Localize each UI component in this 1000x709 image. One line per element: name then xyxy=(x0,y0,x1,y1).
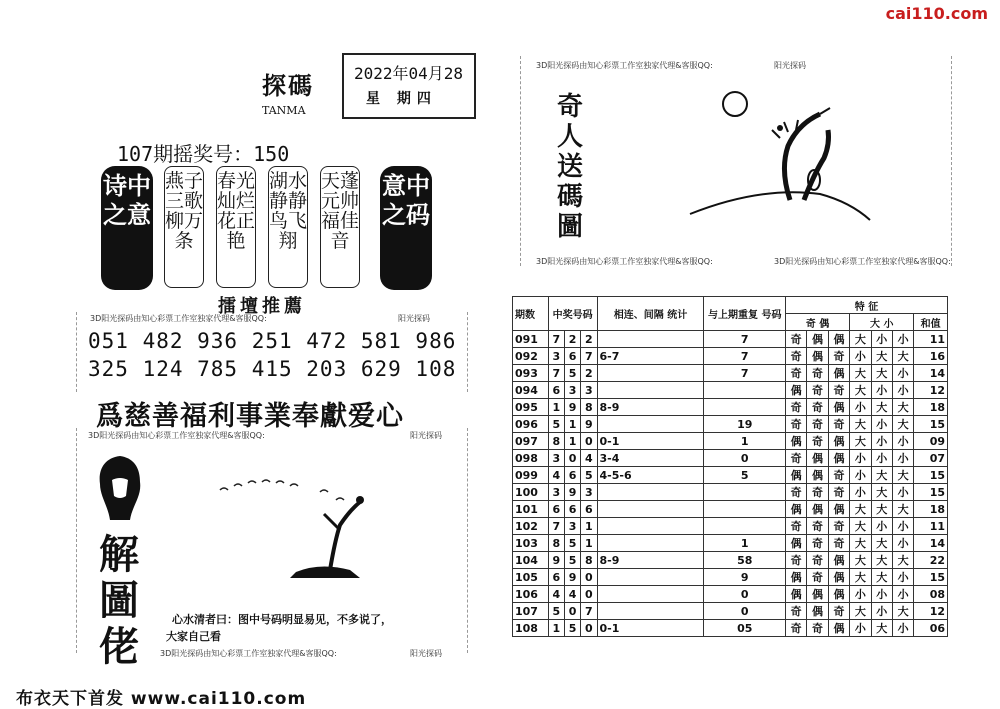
bigsmall-cell: 大 xyxy=(871,484,892,501)
oddeven-cell: 偶 xyxy=(785,535,806,552)
site-logo: cai110.com xyxy=(885,4,988,23)
margin-text-bottom: 3D阳光探码由知心彩票工作室独家代理&客服QQ: xyxy=(160,649,337,658)
stats-cell: 0-1 xyxy=(597,433,704,450)
bigsmall-cell: 大 xyxy=(892,467,913,484)
period-cell: 095 xyxy=(513,399,549,416)
bigsmall-cell: 大 xyxy=(850,382,871,399)
oddeven-cell: 奇 xyxy=(807,365,828,382)
digit-cell: 9 xyxy=(581,416,597,433)
oddeven-cell: 偶 xyxy=(785,501,806,518)
digit-cell: 8 xyxy=(581,399,597,416)
digit-cell: 6 xyxy=(548,569,564,586)
col-feature-header: 特 征 xyxy=(785,297,947,314)
margin-text-mid-right: 阳光探码 xyxy=(410,431,442,440)
repeat-cell xyxy=(704,399,785,416)
table-row xyxy=(513,399,948,416)
bigsmall-cell: 小 xyxy=(892,382,913,399)
bigsmall-cell: 小 xyxy=(871,450,892,467)
margin-text-bottom-right: 阳光探码 xyxy=(410,649,442,658)
qiren-margin-bottom-right: 3D阳光探码由知心彩票工作室独家代理&客服QQ: xyxy=(774,257,951,266)
stats-cell: 3-4 xyxy=(597,450,704,467)
digit-cell: 6 xyxy=(581,501,597,518)
table-row xyxy=(513,450,948,467)
digit-cell: 2 xyxy=(564,331,580,348)
bigsmall-cell: 小 xyxy=(871,603,892,620)
table-row xyxy=(513,603,948,620)
period-cell: 097 xyxy=(513,433,549,450)
oddeven-cell: 偶 xyxy=(828,552,849,569)
digit-cell: 7 xyxy=(548,365,564,382)
bigsmall-cell: 大 xyxy=(850,569,871,586)
poem-column-1: 燕子三歌柳万条 xyxy=(164,166,204,288)
digit-cell: 5 xyxy=(564,535,580,552)
period-cell: 104 xyxy=(513,552,549,569)
oddeven-cell: 偶 xyxy=(828,620,849,637)
oddeven-cell: 奇 xyxy=(828,467,849,484)
sum-cell: 09 xyxy=(914,433,948,450)
stats-cell: 0-1 xyxy=(597,620,704,637)
sage-portrait-image xyxy=(90,450,150,530)
period-cell: 107 xyxy=(513,603,549,620)
oddeven-cell: 偶 xyxy=(828,501,849,518)
oddeven-cell: 奇 xyxy=(807,569,828,586)
bigsmall-cell: 小 xyxy=(892,535,913,552)
stats-cell: 8-9 xyxy=(597,399,704,416)
bigsmall-cell: 小 xyxy=(871,433,892,450)
period-cell: 099 xyxy=(513,467,549,484)
left-title-box: 诗中之意 xyxy=(101,166,153,290)
digit-cell: 0 xyxy=(564,450,580,467)
table-row xyxy=(513,535,948,552)
oddeven-cell: 偶 xyxy=(828,450,849,467)
digit-cell: 6 xyxy=(564,501,580,518)
bigsmall-cell: 大 xyxy=(871,467,892,484)
digit-cell: 3 xyxy=(548,450,564,467)
bigsmall-cell: 小 xyxy=(892,484,913,501)
numbers-row-2: 325 124 785 415 203 629 108 xyxy=(88,357,457,381)
period-cell: 102 xyxy=(513,518,549,535)
digit-cell: 2 xyxy=(581,331,597,348)
col-oddeven-header: 奇 偶 xyxy=(785,314,849,331)
bigsmall-cell: 小 xyxy=(871,382,892,399)
oddeven-cell: 奇 xyxy=(807,535,828,552)
oddeven-cell: 奇 xyxy=(785,450,806,467)
stats-cell: 4-5-6 xyxy=(597,467,704,484)
table-row xyxy=(513,518,948,535)
sum-cell: 11 xyxy=(914,518,948,535)
period-cell: 101 xyxy=(513,501,549,518)
sum-cell: 12 xyxy=(914,382,948,399)
sum-cell: 12 xyxy=(914,603,948,620)
qiren-drawing-image xyxy=(680,90,880,230)
table-row xyxy=(513,620,948,637)
bigsmall-cell: 大 xyxy=(871,535,892,552)
digit-cell: 4 xyxy=(564,586,580,603)
digit-cell: 0 xyxy=(581,620,597,637)
period-cell: 096 xyxy=(513,416,549,433)
oddeven-cell: 奇 xyxy=(785,331,806,348)
table-row xyxy=(513,331,948,348)
bigsmall-cell: 小 xyxy=(850,586,871,603)
digit-cell: 9 xyxy=(564,399,580,416)
oddeven-cell: 奇 xyxy=(785,620,806,637)
digit-cell: 1 xyxy=(564,433,580,450)
oddeven-cell: 奇 xyxy=(807,399,828,416)
period-cell: 106 xyxy=(513,586,549,603)
stats-cell xyxy=(597,535,704,552)
oddeven-cell: 偶 xyxy=(828,433,849,450)
qiren-margin-top: 3D阳光探码由知心彩票工作室独家代理&客服QQ: xyxy=(536,61,713,70)
repeat-cell xyxy=(704,484,785,501)
period-cell: 100 xyxy=(513,484,549,501)
sum-cell: 18 xyxy=(914,399,948,416)
table-row xyxy=(513,433,948,450)
repeat-cell: 7 xyxy=(704,331,785,348)
sum-cell: 14 xyxy=(914,535,948,552)
oddeven-cell: 偶 xyxy=(828,586,849,603)
bigsmall-cell: 大 xyxy=(871,501,892,518)
col-sum-header: 和值 xyxy=(914,314,948,331)
oddeven-cell: 奇 xyxy=(785,399,806,416)
period-cell: 092 xyxy=(513,348,549,365)
repeat-cell: 7 xyxy=(704,365,785,382)
footer-text: 布衣天下首发 www.cai110.com xyxy=(16,689,307,709)
qiren-margin-top-right: 阳光探码 xyxy=(774,61,806,70)
digit-cell: 6 xyxy=(548,501,564,518)
oddeven-cell: 奇 xyxy=(807,518,828,535)
digit-cell: 0 xyxy=(581,586,597,603)
bigsmall-cell: 小 xyxy=(871,416,892,433)
digit-cell: 1 xyxy=(548,399,564,416)
bigsmall-cell: 小 xyxy=(892,586,913,603)
col-number-header: 中奖号码 xyxy=(548,297,597,331)
col-period-header: 期数 xyxy=(513,297,549,331)
bigsmall-cell: 大 xyxy=(871,569,892,586)
digit-cell: 3 xyxy=(548,484,564,501)
stats-cell xyxy=(597,365,704,382)
digit-cell: 3 xyxy=(548,348,564,365)
digit-cell: 0 xyxy=(581,569,597,586)
table-row xyxy=(513,586,948,603)
sum-cell: 22 xyxy=(914,552,948,569)
bigsmall-cell: 小 xyxy=(871,331,892,348)
oddeven-cell: 奇 xyxy=(828,484,849,501)
period-cell: 093 xyxy=(513,365,549,382)
period-cell: 091 xyxy=(513,331,549,348)
oddeven-cell: 奇 xyxy=(828,416,849,433)
stats-cell xyxy=(597,603,704,620)
oddeven-cell: 奇 xyxy=(785,416,806,433)
oddeven-cell: 偶 xyxy=(807,586,828,603)
oddeven-cell: 奇 xyxy=(807,382,828,399)
digit-cell: 3 xyxy=(564,518,580,535)
weekday-line: 星 期四 xyxy=(366,91,437,107)
oddeven-cell: 偶 xyxy=(807,348,828,365)
stats-cell xyxy=(597,416,704,433)
period-cell: 094 xyxy=(513,382,549,399)
bigsmall-cell: 小 xyxy=(871,586,892,603)
bigsmall-cell: 大 xyxy=(892,399,913,416)
history-table xyxy=(512,296,948,637)
digit-cell: 9 xyxy=(564,484,580,501)
bigsmall-cell: 大 xyxy=(871,399,892,416)
digit-cell: 1 xyxy=(581,535,597,552)
oddeven-cell: 偶 xyxy=(828,569,849,586)
bigsmall-cell: 大 xyxy=(850,603,871,620)
digit-cell: 1 xyxy=(548,620,564,637)
digit-cell: 7 xyxy=(548,518,564,535)
oddeven-cell: 奇 xyxy=(785,603,806,620)
oddeven-cell: 奇 xyxy=(785,484,806,501)
bigsmall-cell: 大 xyxy=(871,365,892,382)
digit-cell: 2 xyxy=(581,365,597,382)
repeat-cell xyxy=(704,518,785,535)
bigsmall-cell: 大 xyxy=(850,552,871,569)
digit-cell: 6 xyxy=(564,467,580,484)
digit-cell: 3 xyxy=(564,382,580,399)
oddeven-cell: 奇 xyxy=(828,382,849,399)
oddeven-cell: 奇 xyxy=(807,484,828,501)
oddeven-cell: 奇 xyxy=(785,552,806,569)
oddeven-cell: 偶 xyxy=(785,569,806,586)
bigsmall-cell: 小 xyxy=(892,331,913,348)
puzzle-drawing-image xyxy=(200,470,400,580)
bigsmall-cell: 大 xyxy=(892,348,913,365)
oddeven-cell: 奇 xyxy=(828,518,849,535)
digit-cell: 5 xyxy=(548,603,564,620)
digit-cell: 5 xyxy=(564,365,580,382)
bigsmall-cell: 小 xyxy=(850,450,871,467)
digit-cell: 4 xyxy=(581,450,597,467)
date-line: 2022年04月28 xyxy=(354,64,464,83)
oddeven-cell: 偶 xyxy=(807,450,828,467)
col-stats-header: 相连、间隔 统计 xyxy=(597,297,704,331)
digit-cell: 4 xyxy=(548,586,564,603)
digit-cell: 3 xyxy=(581,382,597,399)
repeat-cell: 5 xyxy=(704,467,785,484)
digit-cell: 1 xyxy=(581,518,597,535)
digit-cell: 6 xyxy=(548,382,564,399)
right-title-box: 意中之码 xyxy=(380,166,432,290)
stats-cell xyxy=(597,569,704,586)
oddeven-cell: 偶 xyxy=(807,603,828,620)
sum-cell: 15 xyxy=(914,484,948,501)
bigsmall-cell: 大 xyxy=(850,331,871,348)
stats-cell: 8-9 xyxy=(597,552,704,569)
oddeven-cell: 偶 xyxy=(807,501,828,518)
bigsmall-cell: 小 xyxy=(892,569,913,586)
sum-cell: 14 xyxy=(914,365,948,382)
date-box xyxy=(342,53,476,119)
table-row xyxy=(513,569,948,586)
bigsmall-cell: 小 xyxy=(892,518,913,535)
digit-cell: 1 xyxy=(564,416,580,433)
sum-cell: 08 xyxy=(914,586,948,603)
bigsmall-cell: 小 xyxy=(892,365,913,382)
oddeven-cell: 偶 xyxy=(785,467,806,484)
solver-title: 解圖佬 xyxy=(99,531,139,670)
bigsmall-cell: 大 xyxy=(871,552,892,569)
repeat-cell: 58 xyxy=(704,552,785,569)
bigsmall-cell: 大 xyxy=(850,433,871,450)
bigsmall-cell: 大 xyxy=(871,348,892,365)
oddeven-cell: 偶 xyxy=(785,433,806,450)
table-row xyxy=(513,365,948,382)
digit-cell: 8 xyxy=(548,433,564,450)
repeat-cell: 0 xyxy=(704,586,785,603)
digit-cell: 7 xyxy=(581,603,597,620)
stats-cell: 6-7 xyxy=(597,348,704,365)
digit-cell: 6 xyxy=(564,348,580,365)
bigsmall-cell: 小 xyxy=(850,467,871,484)
qiren-title: 奇人送碼圖 xyxy=(556,92,583,242)
bigsmall-cell: 小 xyxy=(850,484,871,501)
table-row xyxy=(513,501,948,518)
sum-cell: 15 xyxy=(914,467,948,484)
repeat-cell: 9 xyxy=(704,569,785,586)
draw-number: 107期摇奖号：150 xyxy=(117,142,290,166)
table-row xyxy=(513,382,948,399)
oddeven-cell: 奇 xyxy=(828,348,849,365)
oddeven-cell: 奇 xyxy=(785,348,806,365)
digit-cell: 5 xyxy=(581,467,597,484)
sum-cell: 11 xyxy=(914,331,948,348)
digit-cell: 8 xyxy=(548,535,564,552)
repeat-cell: 1 xyxy=(704,535,785,552)
sum-cell: 15 xyxy=(914,569,948,586)
oddeven-cell: 偶 xyxy=(785,586,806,603)
recommend-title: 擂壇推薦 xyxy=(218,296,306,317)
bigsmall-cell: 小 xyxy=(892,620,913,637)
period-cell: 105 xyxy=(513,569,549,586)
table-row xyxy=(513,416,948,433)
repeat-cell: 1 xyxy=(704,433,785,450)
oddeven-cell: 偶 xyxy=(828,365,849,382)
repeat-cell: 0 xyxy=(704,450,785,467)
digit-cell: 4 xyxy=(548,467,564,484)
repeat-cell xyxy=(704,382,785,399)
digit-cell: 0 xyxy=(581,433,597,450)
stats-cell xyxy=(597,382,704,399)
stats-cell xyxy=(597,586,704,603)
qiren-margin-bottom: 3D阳光探码由知心彩票工作室独家代理&客服QQ: xyxy=(536,257,713,266)
bigsmall-cell: 小 xyxy=(850,620,871,637)
oddeven-cell: 奇 xyxy=(807,433,828,450)
oddeven-cell: 偶 xyxy=(807,467,828,484)
margin-text-right: 阳光探码 xyxy=(398,314,430,323)
bigsmall-cell: 小 xyxy=(850,348,871,365)
oddeven-cell: 奇 xyxy=(807,620,828,637)
oddeven-cell: 偶 xyxy=(828,331,849,348)
table-row xyxy=(513,348,948,365)
stats-cell xyxy=(597,501,704,518)
bigsmall-cell: 大 xyxy=(892,501,913,518)
sum-cell: 16 xyxy=(914,348,948,365)
oddeven-cell: 奇 xyxy=(807,416,828,433)
oddeven-cell: 偶 xyxy=(807,331,828,348)
bigsmall-cell: 大 xyxy=(871,620,892,637)
sum-cell: 18 xyxy=(914,501,948,518)
repeat-cell: 19 xyxy=(704,416,785,433)
sum-cell: 07 xyxy=(914,450,948,467)
col-bigsmall-header: 大 小 xyxy=(850,314,914,331)
oddeven-cell: 奇 xyxy=(785,518,806,535)
bigsmall-cell: 小 xyxy=(871,518,892,535)
digit-cell: 5 xyxy=(548,416,564,433)
oddeven-cell: 偶 xyxy=(828,399,849,416)
oddeven-cell: 奇 xyxy=(828,535,849,552)
bigsmall-cell: 大 xyxy=(850,535,871,552)
digit-cell: 8 xyxy=(581,552,597,569)
bigsmall-cell: 大 xyxy=(850,518,871,535)
bigsmall-cell: 小 xyxy=(850,399,871,416)
period-cell: 108 xyxy=(513,620,549,637)
table-row xyxy=(513,467,948,484)
poem-column-3: 湖水静静鸟飞翔 xyxy=(268,166,308,288)
oddeven-cell: 奇 xyxy=(785,365,806,382)
stats-cell xyxy=(597,484,704,501)
bigsmall-cell: 大 xyxy=(850,501,871,518)
repeat-cell xyxy=(704,501,785,518)
digit-cell: 7 xyxy=(581,348,597,365)
brand-subtitle: TANMA xyxy=(262,104,306,117)
margin-text-mid: 3D阳光探码由知心彩票工作室独家代理&客服QQ: xyxy=(88,431,265,440)
bigsmall-cell: 大 xyxy=(850,365,871,382)
bigsmall-cell: 小 xyxy=(892,450,913,467)
oddeven-cell: 奇 xyxy=(807,552,828,569)
bigsmall-cell: 大 xyxy=(892,416,913,433)
numbers-row-1: 051 482 936 251 472 581 986 xyxy=(88,329,457,353)
digit-cell: 9 xyxy=(548,552,564,569)
repeat-cell: 7 xyxy=(704,348,785,365)
slogan: 爲慈善福利事業奉獻爱心 xyxy=(96,401,404,432)
poem-column-4: 天蓬元帅福佳音 xyxy=(320,166,360,288)
sum-cell: 15 xyxy=(914,416,948,433)
table-row xyxy=(513,484,948,501)
bigsmall-cell: 小 xyxy=(892,433,913,450)
margin-text-top: 3D阳光探码由知心彩票工作室独家代理&客服QQ: xyxy=(90,314,267,323)
digit-cell: 5 xyxy=(564,552,580,569)
digit-cell: 0 xyxy=(564,603,580,620)
digit-cell: 5 xyxy=(564,620,580,637)
digit-cell: 7 xyxy=(548,331,564,348)
repeat-cell: 0 xyxy=(704,603,785,620)
sum-cell: 06 xyxy=(914,620,948,637)
note-line-2: 大家自己看 xyxy=(166,630,221,643)
stats-cell xyxy=(597,518,704,535)
poem-column-2: 春光灿烂花正艳 xyxy=(216,166,256,288)
period-cell: 103 xyxy=(513,535,549,552)
table-row xyxy=(513,552,948,569)
oddeven-cell: 偶 xyxy=(785,382,806,399)
col-repeat-header: 与上期重复 号码 xyxy=(704,297,785,331)
note-line-1: 心水清者曰：图中号码明显易见，不多说了， xyxy=(172,613,392,626)
digit-cell: 9 xyxy=(564,569,580,586)
bigsmall-cell: 大 xyxy=(892,603,913,620)
stats-cell xyxy=(597,331,704,348)
repeat-cell: 05 xyxy=(704,620,785,637)
brand-title: 探碼 xyxy=(262,71,314,100)
digit-cell: 3 xyxy=(581,484,597,501)
bigsmall-cell: 大 xyxy=(892,552,913,569)
period-cell: 098 xyxy=(513,450,549,467)
bigsmall-cell: 大 xyxy=(850,416,871,433)
oddeven-cell: 奇 xyxy=(828,603,849,620)
